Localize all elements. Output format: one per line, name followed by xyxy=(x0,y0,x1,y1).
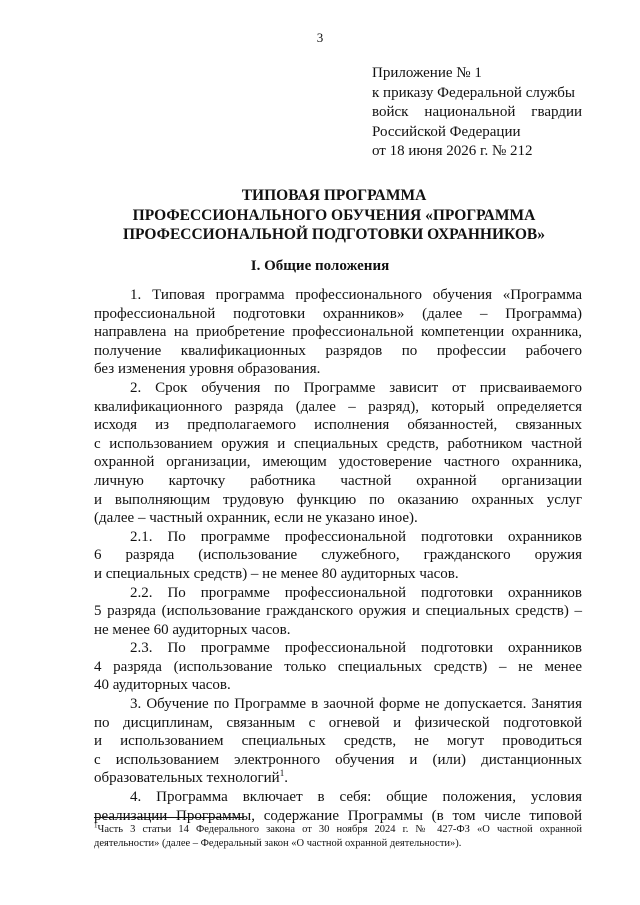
text-line: 2.1. По программе профессиональной подготовки охранников xyxy=(130,528,582,545)
text-line: реализации Программы, содержание Программы (в том числе типовой xyxy=(94,807,582,824)
text-line: образовательных технологий xyxy=(94,770,280,787)
appendix-line-2: к приказу Федеральной службы xyxy=(372,84,576,101)
paragraph-2-2 xyxy=(94,584,582,640)
text-line: по дисциплинам, связанным с огневой и физической подготовкой xyxy=(94,714,582,731)
footnote-divider xyxy=(94,817,244,818)
text-line-with-footnote xyxy=(94,769,582,788)
paragraph-2 xyxy=(94,379,582,528)
text-line: охранной организации, имеющим удостоверение частного охранника, xyxy=(94,454,582,471)
text-line: 2.2. По программе профессиональной подготовки охранников xyxy=(130,584,582,601)
footnote xyxy=(94,823,582,851)
text-line: 3. Обучение по Программе в заочной форме не допускается. Занятия xyxy=(130,696,582,713)
text-line: профессиональной подготовки охранников» (далее – Программа) xyxy=(94,305,582,322)
appendix-line-5: от 18 июня 2026 г. № 212 xyxy=(372,143,533,159)
text-line: 6 разряда (использование служебного, гражданского оружия xyxy=(94,547,582,564)
text-line: 40 аудиторных часов. xyxy=(94,677,231,694)
paragraph-3 xyxy=(94,695,582,788)
text-line: 5 разряда (использование гражданского оружия и специальных средств) – xyxy=(94,603,582,620)
paragraph-2-1 xyxy=(94,528,582,584)
text-line: личную карточку работника частной охранной организации xyxy=(94,472,582,489)
appendix-line-3: войск национальной гвардии xyxy=(372,104,582,120)
document-body xyxy=(94,286,582,825)
text-line: направлена на приобретение профессиональной компетенции охранника, xyxy=(94,324,582,341)
appendix-block xyxy=(372,64,582,162)
text-line: и использованием специальных средств, не могут проводиться xyxy=(94,733,582,750)
text-line: квалификационного разряда (далее – разряд), который определяется xyxy=(94,398,582,415)
text-line: и выполняющим трудовую функцию по оказанию охранных услуг xyxy=(94,491,582,508)
text-line: исходя из предполагаемого исполнения обязанностей, связанных xyxy=(94,417,582,434)
text-line: 4 разряда (использование только специальных средств) – не менее xyxy=(94,658,582,675)
text-line: 1. Типовая программа профессионального обучения «Программа xyxy=(130,287,582,303)
text-line: с использованием оружия и специальных средств, работником частной xyxy=(94,435,582,452)
text-line: (далее – частный охранник, если не указано иное). xyxy=(94,510,418,527)
footnote-mark: 1 xyxy=(94,821,98,830)
appendix-line-1: Приложение № 1 xyxy=(372,65,482,81)
page-number: 3 xyxy=(316,30,324,45)
paragraph-4 xyxy=(94,788,582,825)
title-line-1: ТИПОВАЯ ПРОГРАММА xyxy=(241,187,427,204)
title-line-3: ПРОФЕССИОНАЛЬНОЙ ПОДГОТОВКИ ОХРАННИКОВ» xyxy=(122,226,546,243)
footnote-reference[interactable]: 1 xyxy=(279,768,285,779)
sentence-end: . xyxy=(284,770,288,787)
paragraph-1 xyxy=(94,286,582,379)
footnote-text-1: Часть 3 статьи 14 Федерального закона от 30 ноября 2024 г. № 427-ФЗ «О частной охранной xyxy=(97,824,582,835)
text-line: 4. Программа включает в себя: общие положения, условия xyxy=(130,789,582,806)
text-line: получение квалификационных разрядов по профессии рабочего xyxy=(94,342,582,359)
section-heading: I. Общие положения xyxy=(250,258,390,274)
text-line: без изменения уровня образования. xyxy=(94,361,321,378)
text-line: не менее 60 аудиторных часов. xyxy=(94,621,291,638)
paragraph-2-3 xyxy=(94,639,582,695)
footnote-line-2: деятельности» (далее – Федеральный закон «О частной охранной деятельности»). xyxy=(94,838,462,849)
text-line: и специальных средств) – не менее 80 аудиторных часов. xyxy=(94,565,459,582)
text-line: 2.3. По программе профессиональной подготовки охранников xyxy=(130,640,582,657)
appendix-line-4: Российской Федерации xyxy=(372,123,521,140)
text-line: с использованием электронного обучения и (или) дистанционных xyxy=(94,751,582,768)
text-line: 2. Срок обучения по Программе зависит от присваиваемого xyxy=(130,379,582,396)
title-line-2: ПРОФЕССИОНАЛЬНОГО ОБУЧЕНИЯ «ПРОГРАММА xyxy=(132,206,536,224)
document-title xyxy=(90,186,578,245)
footnote-line-1 xyxy=(94,823,582,837)
